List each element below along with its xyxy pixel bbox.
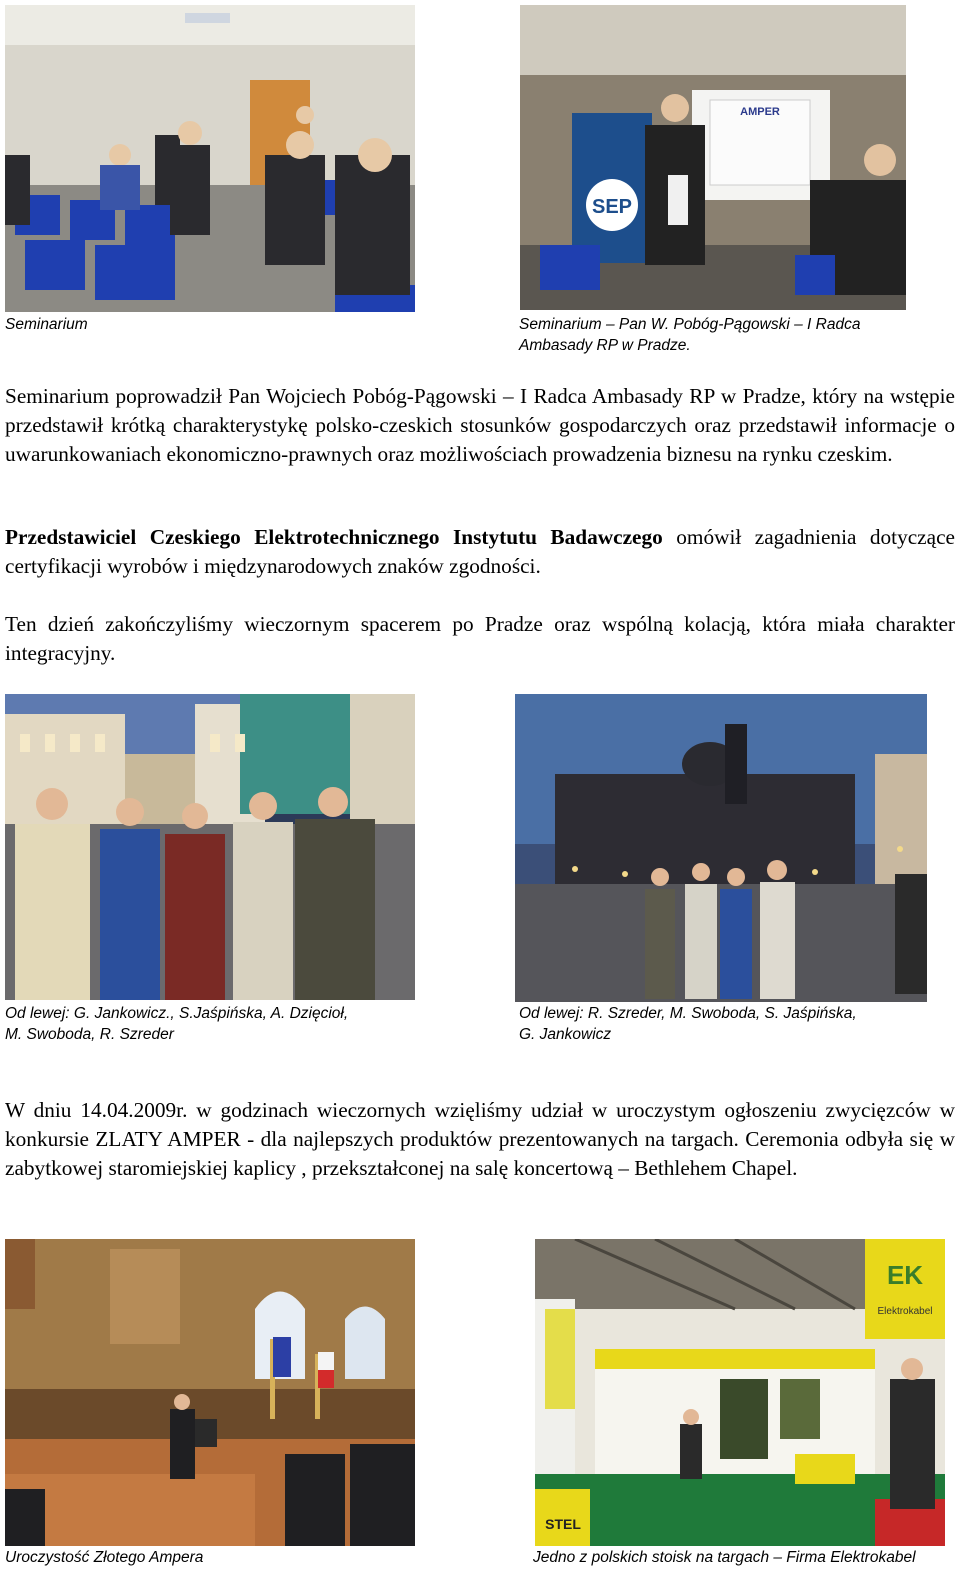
paragraph-seminar: Seminarium poprowadził Pan Wojciech Pobóg-Pągowski – I Radca Ambasady RP w Pradze, który na wstępie przedstawił krótką charakterystykę polsko-czeskich stosunków gospodarczych oraz przedstawił informacje o uwarunkowaniach ekonomiczno-prawnych oraz możliwościach prowadzenia biznesu na rynku czeskim. xyxy=(5,384,955,466)
stel-text: STEL xyxy=(545,1516,581,1532)
photo-caption-speaker-line1: Seminarium – Pan W. Pobóg-Pągowski – I Radca xyxy=(519,316,861,333)
paragraph-zlaty-amper: W dniu 14.04.2009r. w godzinach wieczornych wzięliśmy udział w uroczystym ogłoszeniu zwycięzców w konkursie ZLATY AMPER - dla najlepszych produktów prezentowanych na targach. Ceremonia odbyła się w zabytkowej staromiejskiej kaplicy , przekształconej na salę koncertową – Bethlehem Chapel. xyxy=(5,1098,955,1180)
photo-caption-group-2-line2: G. Jankowicz xyxy=(519,1026,612,1043)
photo-caption-group-1-line1: Od lewej: G. Jankowicz., S.Jaśpińska, A. Dzięcioł, xyxy=(5,1005,349,1022)
photo-caption-speaker xyxy=(519,314,860,356)
ek-logo-text: EK xyxy=(886,1260,924,1290)
elektrokabel-trade-stand-photo xyxy=(535,1239,945,1546)
wenceslas-square-group-photo xyxy=(515,694,927,1002)
sep-logo-text: SEP xyxy=(591,196,633,218)
photo-caption-group-2 xyxy=(519,1003,857,1045)
paragraph-certification-bold: Przedstawiciel Czeskiego Elektrotechnicznego Instytutu Badawczego xyxy=(5,525,663,549)
photo-caption-group-2-line1: Od lewej: R. Szreder, M. Swoboda, S. Jaśpińska, xyxy=(519,1005,857,1022)
paragraph-certification-rest: omówił zagadnienia dotyczące certyfikacji wyrobów i międzynarodowych znaków zgodności. xyxy=(5,525,955,578)
photo-caption-speaker-line2: Ambasady RP w Pradze. xyxy=(519,337,691,354)
paragraph-evening-walk: Ten dzień zakończyliśmy wieczornym spacerem po Pradze oraz wspólną kolacją, która miała charakter integracyjny. xyxy=(5,612,955,665)
paragraph-certification xyxy=(5,523,955,581)
seminar-audience-photo xyxy=(5,5,415,312)
photo-caption-trade-stand: Jedno z polskich stoisk na targach – Firma Elektrokabel xyxy=(533,1549,916,1566)
seminar-speaker-photo xyxy=(520,5,906,310)
ek-brand-text: Elektrokabel xyxy=(877,1306,933,1317)
photo-caption-group-1 xyxy=(5,1003,348,1045)
amper-logo-text: AMPER xyxy=(740,106,780,118)
prague-old-town-group-photo xyxy=(5,694,415,1000)
bethlehem-chapel-ceremony-photo xyxy=(5,1239,415,1546)
photo-caption-group-1-line2: M. Swoboda, R. Szreder xyxy=(5,1026,174,1043)
photo-caption-ceremony: Uroczystość Złotego Ampera xyxy=(5,1549,204,1566)
photo-caption-seminar: Seminarium xyxy=(5,316,88,333)
